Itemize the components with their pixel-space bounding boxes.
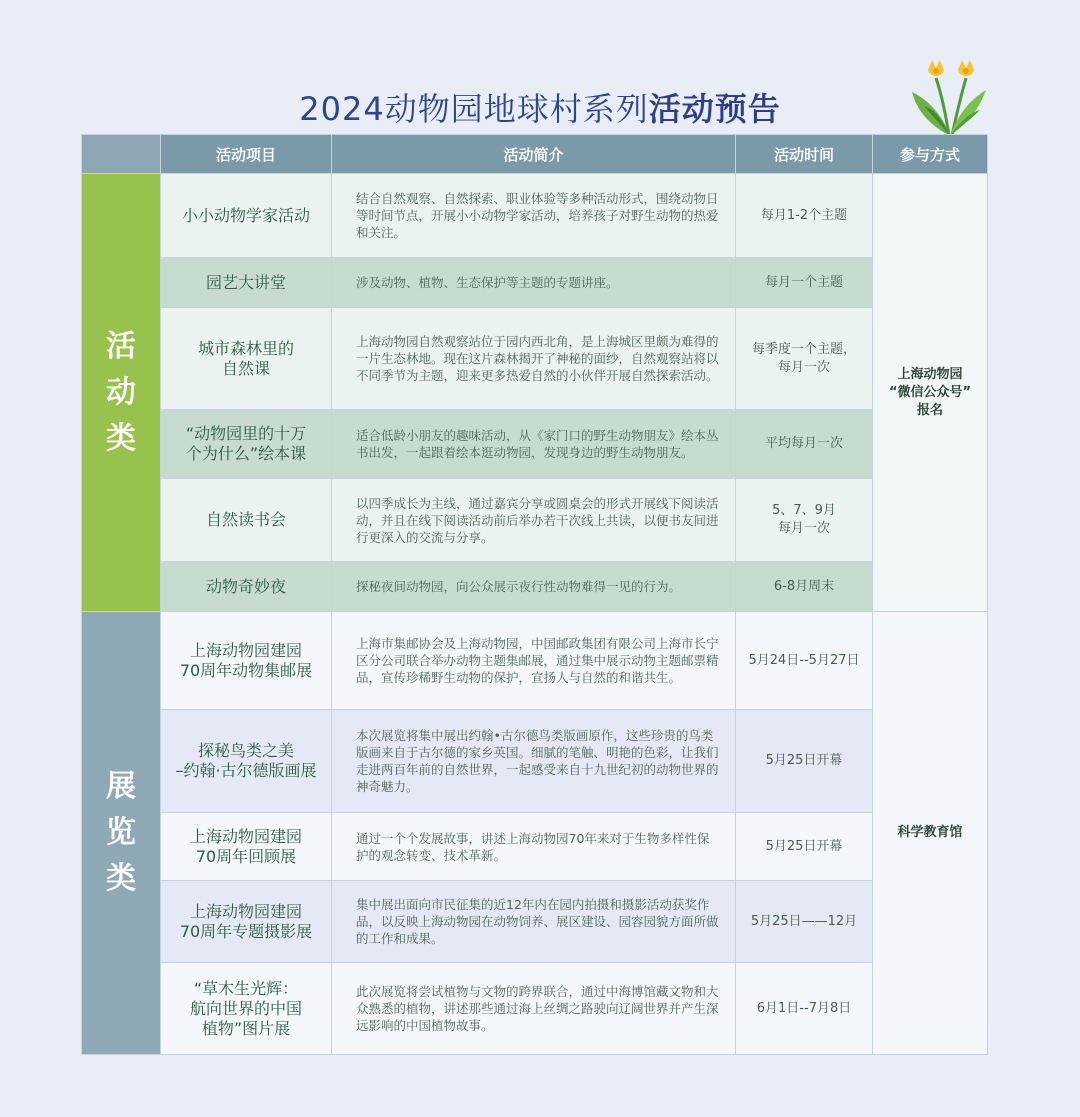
category-char: 类 — [106, 420, 136, 456]
table-row — [82, 612, 988, 710]
item-cell — [161, 813, 332, 881]
item-cell — [161, 963, 332, 1055]
item-line: 70周年专题摄影展 — [179, 921, 313, 941]
item-line: 上海动物园建园 — [189, 826, 302, 846]
table-row — [82, 881, 988, 963]
item-cell — [161, 562, 332, 612]
table-row — [82, 308, 988, 410]
time-cell — [736, 410, 873, 479]
time-cell — [736, 881, 873, 963]
table-row — [82, 410, 988, 479]
join-line: 上海动物园 — [897, 366, 963, 382]
time-cell — [736, 963, 873, 1055]
page-title-normal: 2024动物园地球村系列 — [299, 90, 649, 128]
intro-cell: 以四季成长为主线，通过嘉宾分享或圆桌会的形式开展线下阅读活动，并且在线下阅读活动前后举办若干次线上共读，以便书友间进行更深入的交流与分享。 — [332, 479, 736, 562]
intro-cell: 涉及动物、植物、生态保护等主题的专题讲座。 — [332, 258, 736, 308]
item-cell — [161, 410, 332, 479]
join-line: 科学教育馆 — [897, 825, 963, 840]
table-row — [82, 562, 988, 612]
intro-cell: 适合低龄小朋友的趣味活动，从《家门口的野生动物朋友》绘本丛书出发，一起跟着绘本逛动物园，发现身边的野生动物朋友。 — [332, 410, 736, 479]
time-cell — [736, 562, 873, 612]
category-exhibition — [82, 612, 161, 1055]
item-line: 园艺大讲堂 — [205, 272, 286, 292]
intro-cell: 探秘夜间动物园，向公众展示夜行性动物难得一见的行为。 — [332, 562, 736, 612]
time-line: 6-8月周末 — [773, 578, 835, 594]
page-title-bold: 活动预告 — [648, 90, 781, 128]
intro-cell: 通过一个个发展故事，讲述上海动物园70年来对于生物多样性保护的观念转变、技术革新。 — [332, 813, 736, 881]
item-line: 个为什么”绘本课 — [185, 444, 307, 463]
category-char: 展 — [106, 769, 136, 804]
time-line: 每季度一个主题， — [751, 341, 856, 357]
item-line: 70周年动物集邮展 — [179, 660, 313, 680]
table-row — [82, 479, 988, 562]
table-row — [82, 813, 988, 881]
item-line: 探秘鸟类之美 — [197, 741, 294, 760]
time-line: 平均每月一次 — [764, 436, 843, 451]
time-line: 每月1-2个主题 — [760, 207, 848, 223]
join-line: 报名 — [916, 402, 943, 418]
flower-icon — [906, 56, 992, 138]
item-cell — [161, 258, 332, 308]
item-cell — [161, 881, 332, 963]
header-join: 参与方式 — [873, 135, 988, 174]
time-line: 每月一次 — [777, 359, 830, 375]
category-activity — [82, 174, 161, 612]
time-cell — [736, 710, 873, 813]
category-char: 动 — [106, 374, 136, 410]
header-row — [82, 135, 988, 174]
item-line: 植物”图片展 — [201, 1018, 291, 1038]
table-row — [82, 710, 988, 813]
item-cell — [161, 479, 332, 562]
event-table — [81, 134, 988, 1055]
item-line: 城市森林里的 — [197, 338, 294, 358]
intro-cell: 此次展览将尝试植物与文物的跨界联合，通过中海博馆藏文物和大众熟悉的植物，讲述那些通过海上丝绸之路驶向辽阔世界并产生深远影响的中国植物故事。 — [332, 963, 736, 1055]
item-line: 70周年回顾展 — [195, 846, 297, 866]
item-cell — [161, 710, 332, 813]
time-cell — [736, 308, 873, 410]
time-line: 6月1日--7月8日 — [756, 1000, 852, 1016]
join-line: “微信公众号” — [888, 384, 972, 400]
item-cell — [161, 308, 332, 410]
table-row — [82, 174, 988, 258]
time-line: 每月一次 — [777, 521, 830, 536]
item-line: “草木生光辉： — [193, 978, 299, 998]
time-line: 5月25日——12月 — [750, 913, 858, 929]
item-line: 上海动物园建园 — [189, 901, 302, 921]
time-line: 5月24日--5月27日 — [748, 652, 860, 668]
item-cell — [161, 612, 332, 710]
intro-cell: 上海动物园自然观察站位于园内西北角，是上海城区里颇为难得的一片生态林地。现在这片森林揭开了神秘的面纱，自然观察站将以不同季节为主题，迎来更多热爱自然的小伙伴开展自然探索活动。 — [332, 308, 736, 410]
intro-cell: 集中展出面向市民征集的近12年内在园内拍摄和摄影活动获奖作品，以反映上海动物园在动物饲养、展区建设、园容园貌方面所做的工作和成果。 — [332, 881, 736, 963]
item-line: –约翰·古尔德版画展 — [175, 761, 317, 780]
item-line: 航向世界的中国 — [189, 998, 302, 1018]
item-line: 自然读书会 — [205, 510, 286, 529]
header-item: 活动项目 — [161, 135, 332, 174]
time-cell — [736, 612, 873, 710]
item-line: 动物奇妙夜 — [205, 576, 286, 596]
item-line: 上海动物园建园 — [189, 640, 302, 660]
category-char: 览 — [106, 815, 136, 850]
item-line: 小小动物学家活动 — [181, 205, 310, 225]
time-cell — [736, 479, 873, 562]
item-cell — [161, 174, 332, 258]
table-row — [82, 258, 988, 308]
time-line: 5月25日开幕 — [765, 838, 843, 854]
item-line: 自然课 — [221, 358, 270, 378]
header-intro: 活动简介 — [332, 135, 736, 174]
time-line: 5月25日开幕 — [765, 753, 843, 768]
category-char: 类 — [106, 861, 136, 896]
join-activity — [873, 174, 988, 612]
time-cell — [736, 258, 873, 308]
intro-cell: 本次展览将集中展出约翰•古尔德鸟类版画原作，这些珍贵的鸟类版画来自于古尔德的家乡英国。细腻的笔触、明艳的色彩，让我们走进两百年前的自然世界，一起感受来自十九世纪初的动物世界的神奇魅力。 — [332, 710, 736, 813]
time-cell — [736, 813, 873, 881]
intro-cell: 上海市集邮协会及上海动物园，中国邮政集团有限公司上海市长宁区分公司联合举办动物主题集邮展，通过集中展示动物主题邮票精品，宣传珍稀野生动物的保护，宣扬人与自然的和谐共生。 — [332, 612, 736, 710]
table-row — [82, 963, 988, 1055]
time-cell — [736, 174, 873, 258]
category-char: 活 — [106, 328, 136, 364]
time-line: 每月一个主题 — [764, 274, 843, 290]
intro-cell: 结合自然观察、自然探索、职业体验等多种活动形式，围绕动物日等时间节点，开展小小动物学家活动，培养孩子对野生动物的热爱和关注。 — [332, 174, 736, 258]
header-time: 活动时间 — [736, 135, 873, 174]
time-line: 5、7、9月 — [772, 503, 836, 518]
join-exhibition — [873, 612, 988, 1055]
item-line: “动物园里的十万 — [185, 424, 307, 443]
header-blank — [82, 135, 161, 174]
